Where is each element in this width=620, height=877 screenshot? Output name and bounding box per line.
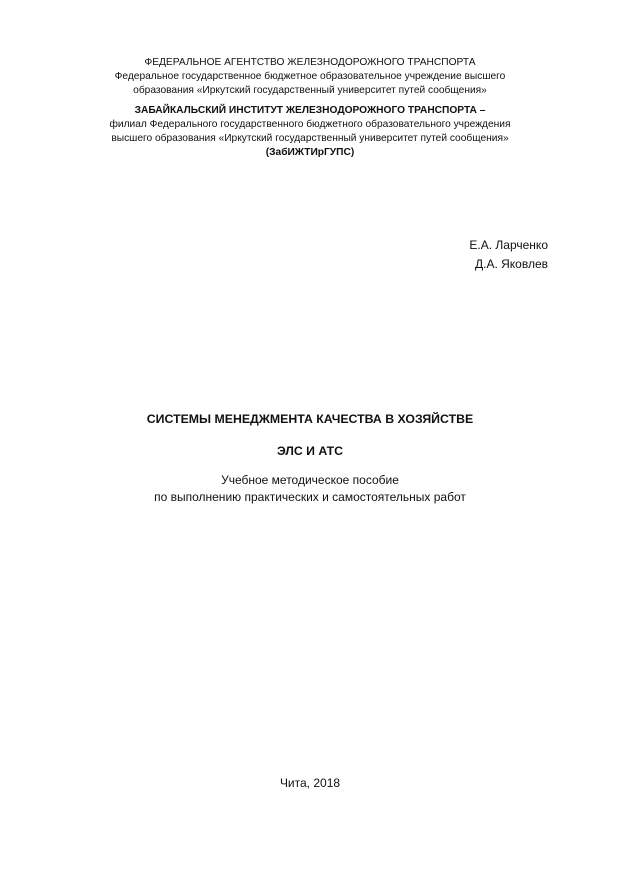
institute-abbreviation: (ЗабИЖТИрГУПС): [265, 147, 355, 158]
author-1: Е.А. Ларченко: [469, 238, 548, 252]
branch-line-2: высшего образования «Иркутский государственный университет путей сообщения»: [111, 133, 509, 144]
header-block: [0, 56, 620, 160]
branch-line-1: филиал Федерального государственного бюджетного образовательного учреждения: [109, 119, 511, 130]
author-2: Д.А. Яковлев: [474, 257, 548, 271]
subtitle-line-2: по выполнению практических и самостоятельных работ: [154, 490, 466, 504]
document-title: СИСТЕМЫ МЕНЕДЖМЕНТА КАЧЕСТВА В ХОЗЯЙСТВЕ: [146, 412, 474, 426]
university-line-2: образования «Иркутский государственный университет путей сообщения»: [133, 85, 487, 96]
institute-name: ЗАБАЙКАЛЬСКИЙ ИНСТИТУТ ЖЕЛЕЗНОДОРОЖНОГО ТРАНСПОРТА –: [134, 105, 486, 116]
document-title-line-2: ЭЛС И АТС: [276, 444, 344, 458]
subtitle-line-1: Учебное методическое пособие: [221, 473, 399, 487]
authors-block: [469, 236, 548, 274]
document-subtitle: [0, 472, 620, 506]
agency-name: ФЕДЕРАЛЬНОЕ АГЕНТСТВО ЖЕЛЕЗНОДОРОЖНОГО ТРАНСПОРТА: [144, 57, 476, 68]
university-line-1: Федеральное государственное бюджетное образовательное учреждение высшего: [114, 71, 506, 82]
city-year: Чита, 2018: [279, 776, 341, 790]
